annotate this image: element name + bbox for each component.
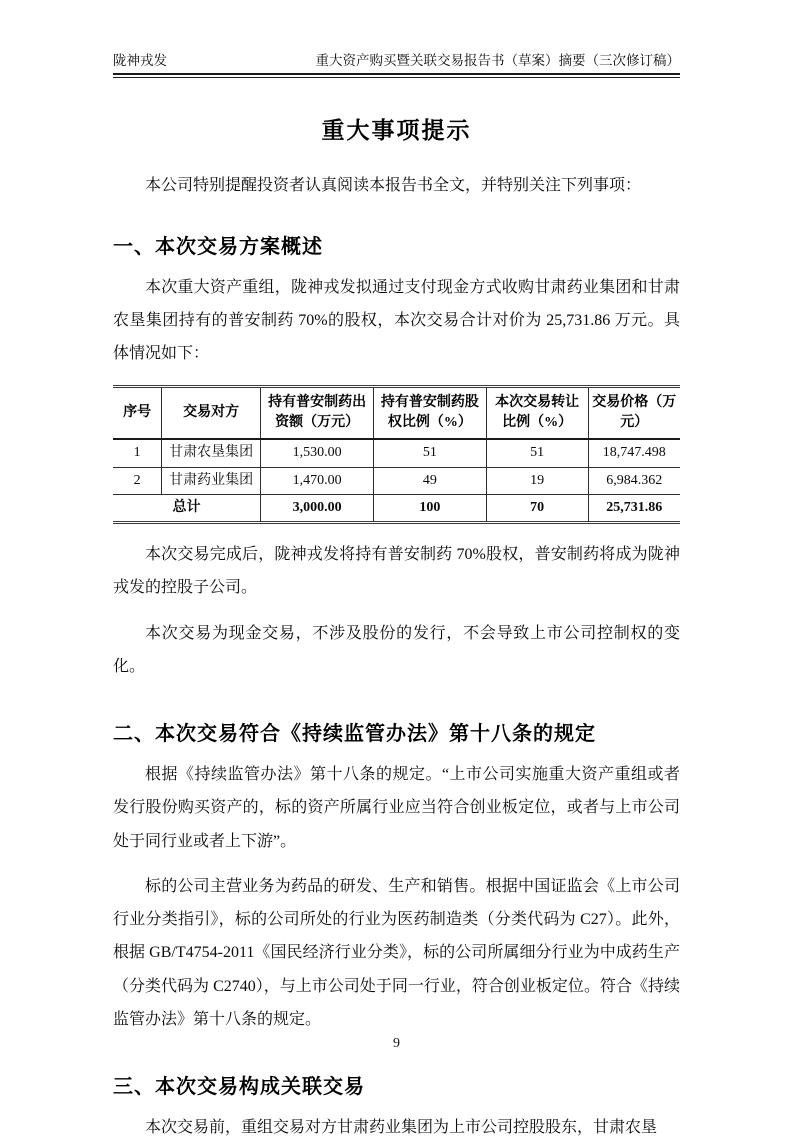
col-header-index: 序号 xyxy=(113,386,162,439)
table-row xyxy=(113,467,680,494)
transaction-table xyxy=(113,385,680,524)
cell-counterparty: 甘肃药业集团 xyxy=(162,467,261,494)
total-equity-pct: 100 xyxy=(374,494,486,522)
section-2-paragraph-2: 标的公司主营业务为药品的研发、生产和销售。根据中国证监会《上市公司行业分类指引》，标的公司所处的行业为医药制造类（分类代码为 C27）。此外，根据 GB/T4754-2011《国民经济行业分类》，标的公司所属细分行业为中成药生产（分类代码为 C2740），与上市公司处于同一行业，符合创业板定位。符合《持续监管办法》第十八条的规定。 xyxy=(113,877,680,1029)
total-price: 25,731.86 xyxy=(588,494,680,522)
cell-price: 6,984.362 xyxy=(588,467,680,494)
col-header-transfer-pct: 本次交易转让比例（%） xyxy=(486,386,588,439)
col-header-counterparty: 交易对方 xyxy=(162,386,261,439)
col-header-equity-pct: 持有普安制药股权比例（%） xyxy=(374,386,486,439)
section-1-paragraph-2: 本次交易完成后，陇神戎发将持有普安制药 70%股权，普安制药将成为陇神戎发的控股子公司。 xyxy=(113,546,680,597)
cell-index: 2 xyxy=(113,467,162,494)
document-title: 重大事项提示 xyxy=(321,116,472,143)
section-1-heading: 一、本次交易方案概述 xyxy=(113,235,323,258)
total-label: 总计 xyxy=(113,494,260,522)
col-header-price: 交易价格（万元） xyxy=(588,386,680,439)
table-total-row xyxy=(113,494,680,522)
page-number: 9 xyxy=(393,1036,400,1051)
page-header xyxy=(113,52,680,73)
section-1-paragraph-3: 本次交易为现金交易，不涉及股份的发行，不会导致上市公司控制权的变化。 xyxy=(113,624,680,675)
section-3-heading: 三、本次交易构成关联交易 xyxy=(113,1076,365,1099)
cell-contribution: 1,530.00 xyxy=(260,439,373,467)
col-header-contribution: 持有普安制药出资额（万元） xyxy=(260,386,373,439)
cell-counterparty: 甘肃农垦集团 xyxy=(162,439,261,467)
section-1-paragraph-1: 本次重大资产重组，陇神戎发拟通过支付现金方式收购甘肃药业集团和甘肃农垦集团持有的普安制药 70%的股权，本次交易合计对价为 25,731.86 万元。具体情况如下： xyxy=(113,278,680,363)
table-row xyxy=(113,439,680,467)
cell-contribution: 1,470.00 xyxy=(260,467,373,494)
section-3-paragraph-1: 本次交易前，重组交易对方甘肃药业集团为上市公司控股股东，甘肃农垦 xyxy=(145,1119,658,1137)
cell-transfer-pct: 19 xyxy=(486,467,588,494)
cell-equity-pct: 49 xyxy=(374,467,486,494)
cell-transfer-pct: 51 xyxy=(486,439,588,467)
cell-price: 18,747.498 xyxy=(588,439,680,467)
header-rule xyxy=(113,73,680,78)
total-contribution: 3,000.00 xyxy=(260,494,373,522)
total-transfer-pct: 70 xyxy=(486,494,588,522)
header-right-text: 重大资产购买暨关联交易报告书（草案）摘要（三次修订稿） xyxy=(315,53,680,68)
cell-equity-pct: 51 xyxy=(374,439,486,467)
section-2-heading: 二、本次交易符合《持续监管办法》第十八条的规定 xyxy=(113,723,596,746)
section-2-paragraph-1: 根据《持续监管办法》第十八条的规定。“上市公司实施重大资产重组或者发行股份购买资产的，标的资产所属行业应当符合创业板定位，或者与上市公司处于同行业或者上下游”。 xyxy=(113,766,680,850)
header-left-text: 陇神戎发 xyxy=(113,53,167,68)
intro-paragraph: 本公司特别提醒投资者认真阅读本报告书全文，并特别关注下列事项： xyxy=(145,176,642,194)
table-header-row xyxy=(113,386,680,439)
cell-index: 1 xyxy=(113,439,162,467)
